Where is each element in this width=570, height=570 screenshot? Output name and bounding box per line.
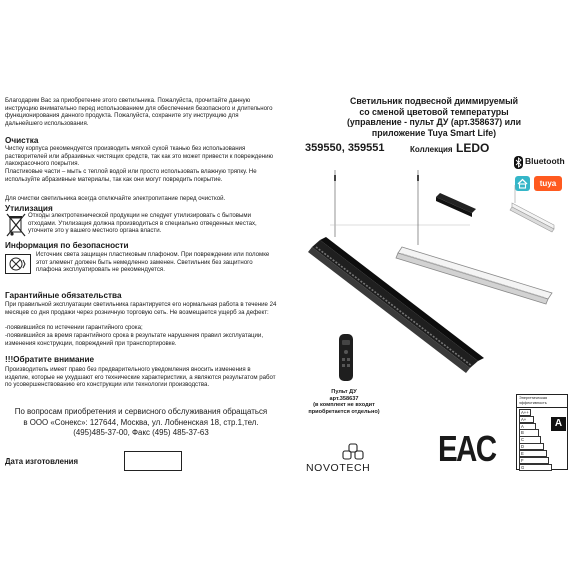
warranty-text: При правильной эксплуатации светильника гарантируется его нормальная работа в течение 24 месяцев со дня продажи через розничную торговую сеть. Не возмещается ущерб за дефект: bbox=[5, 301, 277, 316]
energy-class-bar: E bbox=[519, 450, 547, 457]
disposal-text: Отходы электротехнической продукции не следует утилизировать с бытовыми отходами. Утилизация должна производиться в специально отведенных местах, уточните это у вашего местного органа власти. bbox=[28, 212, 257, 235]
white-linear-lamp-icon bbox=[396, 247, 552, 304]
energy-label-header: Энергетическая эффективность bbox=[517, 395, 567, 408]
cleaning-text-2: Пластиковые части – мыть с теплой водой или просто использовать влажную тряпку. Не используйте абразивные материалы, так как они могут повредить покрытие. bbox=[5, 168, 257, 183]
cleaning-text-3: Для очистки светильника всегда отключайте электропитание перед очисткой. bbox=[5, 195, 226, 202]
attention-text: Производитель имеет право без предварительного уведомления вносить изменения в изделие, которые не ухудшают его технические характеристики, а являются результатом работ по усовершенствованию его конструкции или технологии производства. bbox=[5, 366, 276, 389]
energy-class-bar: C bbox=[519, 436, 541, 443]
collection-name: LEDO bbox=[456, 141, 490, 155]
energy-class-bar: G bbox=[519, 464, 552, 471]
warranty-item-1: -появившийся по истечении гарантийного срока; bbox=[5, 324, 143, 331]
cleaning-title: Очистка bbox=[5, 136, 39, 145]
collection-label: Коллекция bbox=[410, 145, 453, 154]
remote-caption: Пульт ДУ арт.358637 (в комплект не входит приобретается отдельно) bbox=[308, 389, 380, 415]
ceiling-canopy-icon bbox=[436, 193, 476, 217]
manufacture-date-field[interactable] bbox=[124, 451, 182, 471]
product-title: Светильник подвесной диммируемый со сменой цветовой температуры (управление - пульт ДУ (арт.358637) или приложение Tuya Smart Life) bbox=[346, 96, 522, 138]
novotech-logo-icon bbox=[342, 443, 364, 461]
energy-class-bar: F bbox=[519, 457, 549, 464]
article-numbers: 359550, 359551 bbox=[305, 142, 385, 154]
energy-class-list bbox=[517, 408, 567, 470]
warranty-item-2: -появившийся за время гарантийного срока в результате нарушения правил эксплуатации, изменения конструкции, повреждений при транспортировке. bbox=[5, 332, 264, 347]
lamp-illustration bbox=[290, 165, 570, 395]
energy-class-row bbox=[517, 456, 567, 463]
tuya-badge: tuya bbox=[534, 176, 562, 191]
white-mini-lamp-icon bbox=[510, 203, 554, 232]
warranty-title: Гарантийные обязательства bbox=[5, 291, 122, 300]
energy-class-row bbox=[517, 442, 567, 449]
contact-line-1: По вопросам приобретения и сервисного обслуживания обращаться bbox=[14, 407, 268, 416]
energy-class-bar: B bbox=[519, 429, 539, 436]
contact-line-3: (495)485-37-00, Факс (495) 485-37-63 bbox=[73, 428, 209, 437]
brand-name: NOVOTECH bbox=[306, 462, 371, 474]
energy-class-row bbox=[517, 417, 567, 429]
suspension-cables-icon bbox=[330, 170, 515, 245]
safety-title: Информация по безопасности bbox=[5, 241, 129, 250]
intro-text: Благодарим Вас за приобретение этого светильника. Пожалуйста, прочитайте данную инструкцию внимательно перед использованием для обеспечения безопасного и длительного функционирования данного продукта. Пожалуйста, сохраните эту инструкцию для дальнейшего использования. bbox=[5, 97, 273, 127]
energy-class-row bbox=[517, 463, 567, 470]
wheelie-bin-icon bbox=[6, 213, 26, 237]
remote-control-icon bbox=[336, 333, 356, 383]
manufacture-date-label: Дата изготовления bbox=[5, 457, 79, 466]
broken-cover-icon bbox=[5, 254, 31, 274]
energy-class-bar: A bbox=[519, 423, 536, 430]
cleaning-text-1: Чистку корпуса рекомендуется производить мягкой сухой тканью без использования растворителей или абразивных чистящих средств, так как это может привести к повреждению лакокрасочного покрытия. bbox=[5, 145, 274, 168]
contact-block bbox=[0, 407, 282, 439]
bluetooth-label: Bluetooth bbox=[525, 156, 565, 166]
energy-class-bar: D bbox=[519, 443, 544, 450]
energy-class-row bbox=[517, 408, 567, 415]
safety-text: Источник света защищен пластиковым плафоном. При повреждении или поломке этот элемент должен быть немедленно заменен. Светильник без защитного плафона эксплуатировать не рекомендуется. bbox=[36, 251, 270, 274]
energy-selected-badge: A bbox=[551, 417, 566, 431]
disposal-title: Утилизация bbox=[5, 204, 53, 213]
eac-mark: EAC bbox=[438, 428, 496, 469]
energy-class-row bbox=[517, 449, 567, 456]
contact-line-2: в ООО «Сонекс»: 127644, Москва, ул. Лобненская 18, стр.1,тел. bbox=[23, 417, 259, 427]
attention-title: !!!Обратите внимание bbox=[5, 355, 95, 364]
energy-label bbox=[516, 394, 568, 470]
energy-class-bar: A++ bbox=[519, 409, 531, 416]
energy-class-row bbox=[517, 436, 567, 443]
energy-class-bar: A+ bbox=[519, 416, 534, 423]
energy-class-row bbox=[517, 429, 567, 436]
